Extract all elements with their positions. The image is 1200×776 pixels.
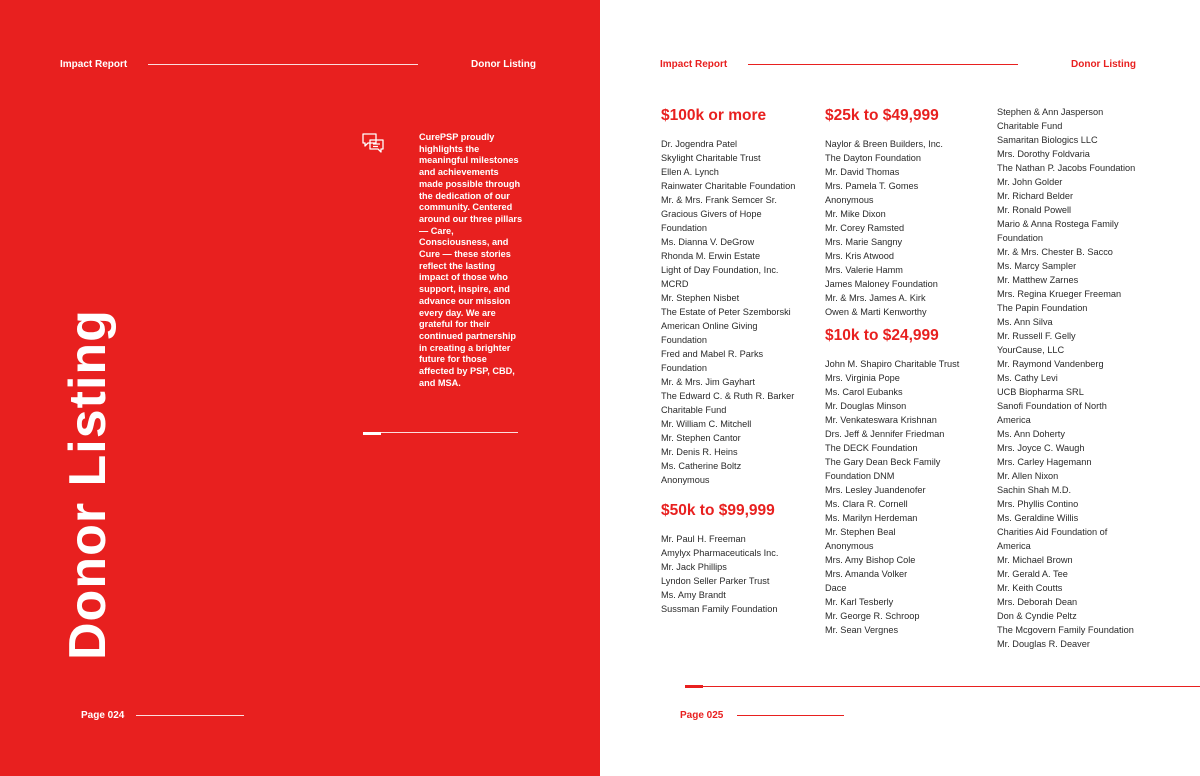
donor-name: Mr. Karl Tesberly (825, 597, 894, 607)
donor-name: Mrs. Dorothy Foldvaria (997, 149, 1090, 159)
donor-name: Anonymous (825, 195, 874, 205)
donor-name: Mr. Jack Phillips (661, 562, 727, 572)
donor-column-1 (661, 107, 816, 616)
donor-name: Mr. & Mrs. James A. Kirk (825, 293, 926, 303)
header-section-label: Donor Listing (1071, 59, 1136, 70)
donor-name: Mrs. Valerie Hamm (825, 265, 903, 275)
chat-bubbles-icon (362, 133, 384, 153)
donor-name: Sussman Family Foundation (661, 604, 778, 614)
donor-name: Foundation DNM (825, 471, 895, 481)
donor-name: Mr. & Mrs. Jim Gayhart (661, 377, 755, 387)
donor-name: Rhonda M. Erwin Estate (661, 251, 761, 261)
donor-name: Mrs. Regina Krueger Freeman (997, 289, 1122, 299)
donor-name: Anonymous (661, 475, 710, 485)
donor-name: Ms. Ann Doherty (997, 429, 1065, 439)
donor-name: Ms. Ann Silva (997, 317, 1053, 327)
donor-name: Foundation (997, 233, 1043, 243)
donor-list (997, 105, 1187, 651)
tier-heading: $10k to $24,999 (825, 327, 939, 344)
donor-name: American Online Giving (661, 321, 758, 331)
donor-name: Mr. Keith Coutts (997, 583, 1063, 593)
donor-name: Mrs. Phyllis Contino (997, 499, 1079, 509)
donor-name: The Nathan P. Jacobs Foundation (997, 163, 1136, 173)
donor-name: Mrs. Lesley Juandenofer (825, 485, 926, 495)
donor-name: The DECK Foundation (825, 443, 918, 453)
intro-paragraph: CurePSP proudly highlights the meaningful milestones and achievements made possible through the dedication of our community. Centered around our three pillars — Care, Consciousness, and Cure — these stories reflect the lasting impact of those who support, inspire, and advance our mission every day. We are grateful for their continued partnership in creating a brighter future for those affected by PSP, CBD, and MSA. (419, 132, 523, 388)
donor-name: America (997, 541, 1031, 551)
donor-name: Foundation (661, 335, 707, 345)
donor-list (661, 137, 816, 487)
donor-name: Mr. David Thomas (825, 167, 900, 177)
donor-name: Mr. Allen Nixon (997, 471, 1059, 481)
donor-name: Mr. Raymond Vandenberg (997, 359, 1104, 369)
donor-name: Charities Aid Foundation of (997, 527, 1108, 537)
page-number: Page 024 (81, 710, 125, 721)
donor-name: The Edward C. & Ruth R. Barker (661, 391, 795, 401)
donor-list (825, 357, 985, 637)
donor-name: Ms. Catherine Boltz (661, 461, 742, 471)
header-rule (148, 64, 418, 65)
donor-name: Mr. Stephen Cantor (661, 433, 741, 443)
donor-name: Mr. William C. Mitchell (661, 419, 752, 429)
intro-rule (363, 432, 518, 433)
donor-name: Foundation (661, 363, 707, 373)
donor-name: Mrs. Virginia Pope (825, 373, 900, 383)
intro-rule-accent (363, 432, 381, 435)
donor-column-3 (997, 105, 1187, 651)
donor-name: The Estate of Peter Szemborski (661, 307, 791, 317)
donor-name: Mr. & Mrs. Chester B. Sacco (997, 247, 1113, 257)
donor-name: Amylyx Pharmaceuticals Inc. (661, 548, 779, 558)
donor-name: Ms. Clara R. Cornell (825, 499, 908, 509)
donor-name: Ms. Marilyn Herdeman (825, 513, 918, 523)
donor-name: The Papin Foundation (997, 303, 1088, 313)
donor-name: Lyndon Seller Parker Trust (661, 576, 770, 586)
donor-name: Ms. Carol Eubanks (825, 387, 903, 397)
donor-name: Foundation (661, 223, 707, 233)
donor-name: Mr. Douglas R. Deaver (997, 639, 1090, 649)
donor-name: Rainwater Charitable Foundation (661, 181, 796, 191)
footer-rule-accent (685, 685, 703, 688)
donor-name: Ms. Amy Brandt (661, 590, 726, 600)
donor-name: Naylor & Breen Builders, Inc. (825, 139, 943, 149)
donor-name: Mrs. Marie Sangny (825, 237, 903, 247)
donor-name: America (997, 415, 1031, 425)
donor-name: Light of Day Foundation, Inc. (661, 265, 779, 275)
donor-name: Mrs. Kris Atwood (825, 251, 894, 261)
donor-name: MCRD (661, 279, 689, 289)
footer-rule (737, 715, 844, 716)
donor-name: Mr. Richard Belder (997, 191, 1074, 201)
tier-heading: $25k to $49,999 (825, 107, 939, 124)
donor-name: Ellen A. Lynch (661, 167, 719, 177)
donor-name: Ms. Dianna V. DeGrow (661, 237, 755, 247)
donor-name: Ms. Cathy Levi (997, 373, 1058, 383)
donor-name: Mr. Venkateswara Krishnan (825, 415, 937, 425)
donor-name: Anonymous (825, 541, 874, 551)
donor-name: Mr. John Golder (997, 177, 1063, 187)
donor-name: Mario & Anna Rostega Family (997, 219, 1119, 229)
header-report-label: Impact Report (660, 59, 728, 70)
donor-list (661, 532, 816, 616)
donor-name: Mr. Michael Brown (997, 555, 1073, 565)
donor-name: Samaritan Biologics LLC (997, 135, 1098, 145)
donor-name: Mr. Sean Vergnes (825, 625, 899, 635)
donor-name: Dr. Jogendra Patel (661, 139, 738, 149)
donor-name: The Dayton Foundation (825, 153, 922, 163)
footer-rule-long (685, 686, 1200, 687)
page-title: Donor Listing (59, 309, 117, 660)
donor-name: Mrs. Amy Bishop Cole (825, 555, 916, 565)
donor-name: Mr. Paul H. Freeman (661, 534, 746, 544)
donor-name: Stephen & Ann Jasperson (997, 107, 1104, 117)
donor-name: Sachin Shah M.D. (997, 485, 1072, 495)
donor-name: Drs. Jeff & Jennifer Friedman (825, 429, 945, 439)
donor-name: Mrs. Carley Hagemann (997, 457, 1092, 467)
donor-name: Mr. Russell F. Gelly (997, 331, 1076, 341)
header-report-label: Impact Report (60, 59, 128, 70)
donor-name: UCB Biopharma SRL (997, 387, 1084, 397)
donor-name: Owen & Marti Kenworthy (825, 307, 927, 317)
donor-name: YourCause, LLC (997, 345, 1065, 355)
donor-name: Mr. Denis R. Heins (661, 447, 738, 457)
donor-name: Don & Cyndie Peltz (997, 611, 1077, 621)
donor-name: Mr. & Mrs. Frank Semcer Sr. (661, 195, 777, 205)
donor-name: Mrs. Pamela T. Gomes (825, 181, 919, 191)
donor-name: Mr. Matthew Zarnes (997, 275, 1079, 285)
donor-name: Charitable Fund (997, 121, 1063, 131)
donor-name: The Gary Dean Beck Family (825, 457, 941, 467)
donor-name: Mr. Mike Dixon (825, 209, 886, 219)
donor-name: Fred and Mabel R. Parks (661, 349, 764, 359)
donor-name: Mr. George R. Schroop (825, 611, 920, 621)
donor-name: Mr. Stephen Nisbet (661, 293, 740, 303)
donor-name: John M. Shapiro Charitable Trust (825, 359, 960, 369)
header-rule (748, 64, 1018, 65)
donor-name: Charitable Fund (661, 405, 727, 415)
donor-name: Mrs. Joyce C. Waugh (997, 443, 1085, 453)
donor-name: Dace (825, 583, 847, 593)
donor-name: Mr. Douglas Minson (825, 401, 907, 411)
donor-name: Mr. Corey Ramsted (825, 223, 905, 233)
donor-name: Sanofi Foundation of North (997, 401, 1107, 411)
donor-name: James Maloney Foundation (825, 279, 938, 289)
tier-heading: $100k or more (661, 107, 767, 124)
donor-name: Mr. Stephen Beal (825, 527, 896, 537)
donor-name: Gracious Givers of Hope (661, 209, 762, 219)
tier-heading: $50k to $99,999 (661, 502, 775, 519)
donor-name: Ms. Geraldine Willis (997, 513, 1079, 523)
donor-list (825, 137, 985, 319)
donor-name: Ms. Marcy Sampler (997, 261, 1077, 271)
header-section-label: Donor Listing (471, 59, 536, 70)
footer-rule (136, 715, 244, 716)
donor-name: The Mcgovern Family Foundation (997, 625, 1134, 635)
donor-column-2 (825, 107, 985, 637)
page-number: Page 025 (680, 710, 724, 721)
donor-name: Skylight Charitable Trust (661, 153, 761, 163)
donor-name: Mrs. Amanda Volker (825, 569, 908, 579)
donor-name: Mr. Ronald Powell (997, 205, 1072, 215)
donor-name: Mr. Gerald A. Tee (997, 569, 1068, 579)
donor-name: Mrs. Deborah Dean (997, 597, 1078, 607)
